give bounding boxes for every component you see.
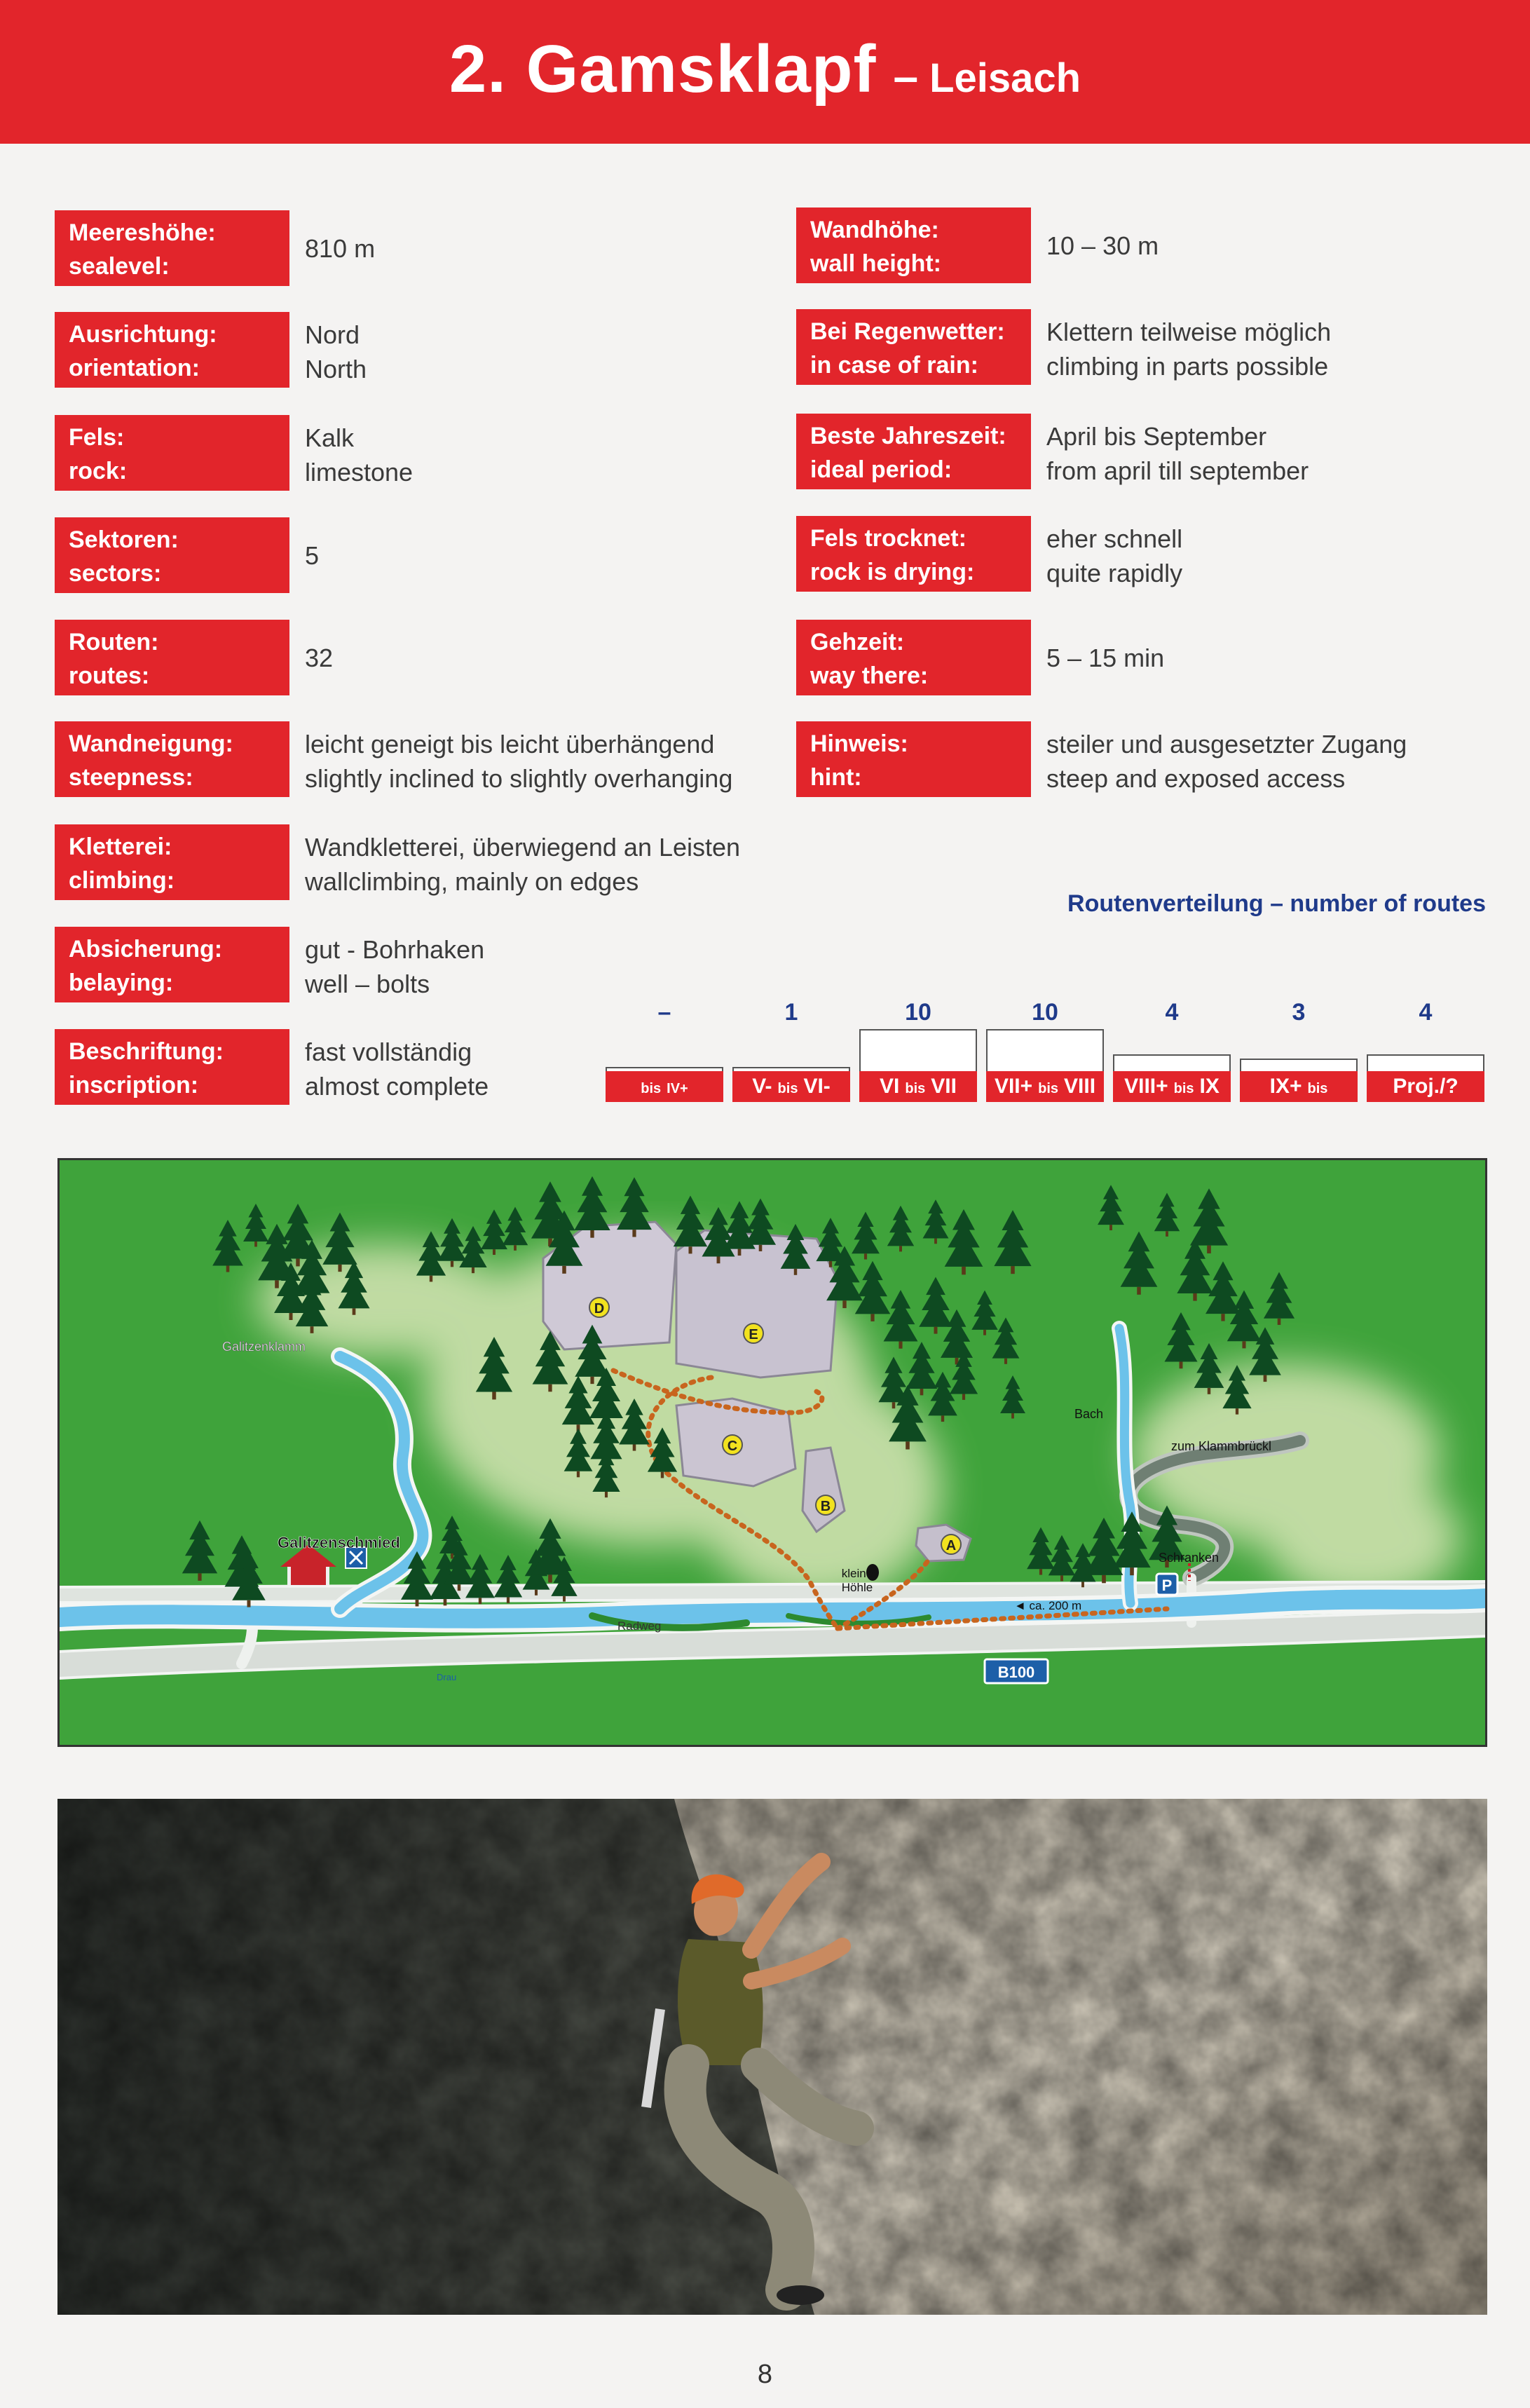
left-fact-value: [305, 830, 740, 899]
fact-label-german: Sektoren:: [69, 526, 179, 553]
fact-value-line: climbing in parts possible: [1046, 352, 1329, 381]
label-hoehle-2: Höhle: [841, 1581, 873, 1594]
grade-bar-fill: [1240, 1059, 1358, 1071]
fact-value-line: gut - Bohrhaken: [305, 935, 485, 964]
b100-badge: [985, 1659, 1048, 1683]
right-fact-value: [1046, 315, 1331, 383]
title-dash: –: [893, 51, 919, 102]
fact-label-english: belaying:: [69, 970, 174, 996]
approach-map: [57, 1158, 1487, 1747]
grade-label: [1240, 1071, 1358, 1102]
fact-label-german: Gehzeit:: [810, 629, 905, 655]
grade-bar-fill: [859, 1029, 977, 1071]
fact-value-line: April bis September: [1046, 422, 1267, 451]
fact-label-english: sealevel:: [69, 253, 170, 280]
grade-label: [606, 1071, 723, 1102]
right-fact-label: [796, 208, 1031, 283]
grade-label-part: bis: [641, 1081, 662, 1096]
page-number: 8: [757, 2360, 773, 2389]
left-fact-label: [55, 517, 289, 593]
grade-label: [859, 1071, 977, 1102]
left-fact-label: [55, 1029, 289, 1105]
label-drau: Drau: [437, 1672, 457, 1682]
sector-label-b: B: [820, 1499, 831, 1514]
fact-label-german: Hinweis:: [810, 730, 908, 757]
page-header: [0, 0, 1530, 144]
grade-label: [1367, 1071, 1484, 1102]
grade-label-part: V-: [752, 1075, 772, 1098]
grade-label-part: bis: [1307, 1081, 1328, 1096]
fact-label-english: orientation:: [69, 355, 200, 381]
label-klammbrueckl: zum Klammbrückl: [1171, 1439, 1272, 1453]
fact-label-english: way there:: [810, 662, 929, 689]
fact-value-line: North: [305, 355, 367, 383]
label-galitzenschmied: Galitzenschmied: [278, 1534, 400, 1551]
left-fact-label: [55, 312, 289, 388]
grade-label-part: bis: [905, 1081, 926, 1096]
crag-location: Leisach: [929, 55, 1081, 101]
grade-count: 10: [1032, 999, 1058, 1026]
fact-label-german: Routen:: [69, 629, 159, 655]
grade-label-part: bis: [777, 1081, 798, 1096]
route-distribution-title: Routenverteilung – number of routes: [1067, 890, 1486, 917]
b100-label: B100: [997, 1664, 1035, 1681]
grade-count: 4: [1419, 999, 1433, 1026]
grade-label-part: Proj./?: [1393, 1075, 1459, 1098]
left-fact-value: [305, 1035, 489, 1103]
fact-value-line: eher schnell: [1046, 524, 1183, 553]
fact-value-line: 10 – 30 m: [1046, 231, 1159, 260]
fact-label-english: inscription:: [69, 1072, 199, 1098]
grade-label-part: IX: [1199, 1075, 1220, 1098]
fact-label-english: rock is drying:: [810, 559, 975, 585]
fact-label-german: Meereshöhe:: [69, 219, 216, 246]
grade-label-part: VII+: [994, 1075, 1033, 1098]
fact-label-german: Kletterei:: [69, 834, 172, 860]
right-fact-label: [796, 309, 1031, 385]
parking-icon: [1156, 1574, 1177, 1595]
sector-label-a: A: [945, 1538, 957, 1553]
grade-label: [1113, 1071, 1231, 1102]
fact-value-line: Kalk: [305, 423, 355, 452]
left-fact-label: [55, 415, 289, 491]
left-fact-value: [305, 641, 333, 675]
right-fact-value: [1046, 641, 1164, 675]
label-bach: Bach: [1074, 1407, 1104, 1421]
page-title: [0, 31, 1530, 108]
left-fact-value: [305, 421, 413, 489]
grade-bar-fill: [1113, 1054, 1231, 1071]
fact-value-line: slightly inclined to slightly overhanging: [305, 764, 733, 793]
fact-label-english: hint:: [810, 764, 862, 791]
left-fact-label: [55, 721, 289, 797]
grade-count: –: [657, 999, 671, 1026]
fact-value-line: Klettern teilweise möglich: [1046, 318, 1332, 346]
grade-label-part: VII: [931, 1075, 957, 1098]
grade-count: 3: [1292, 999, 1306, 1026]
fact-value-line: 5: [305, 541, 320, 570]
fact-value-line: Wandkletterei, überwiegend an Leisten: [305, 833, 741, 862]
grade-label-part: VIII+: [1124, 1075, 1168, 1098]
label-schranken: Schranken: [1159, 1551, 1220, 1565]
fact-value-line: quite rapidly: [1046, 559, 1183, 587]
fact-label-german: Absicherung:: [69, 936, 223, 962]
right-fact-label: [796, 721, 1031, 797]
left-fact-value: [305, 231, 375, 266]
left-fact-label: [55, 210, 289, 286]
fact-value-line: Nord: [305, 320, 360, 349]
fact-label-german: Fels trocknet:: [810, 525, 967, 552]
left-fact-label: [55, 927, 289, 1002]
grade-count: 4: [1165, 999, 1179, 1026]
fact-label-german: Beschriftung:: [69, 1038, 224, 1065]
fact-label-german: Wandneigung:: [69, 730, 233, 757]
fact-label-english: wall height:: [810, 250, 941, 277]
left-fact-label: [55, 620, 289, 695]
right-fact-label: [796, 620, 1031, 695]
right-fact-value: [1046, 229, 1159, 263]
fact-value-line: steep and exposed access: [1046, 764, 1346, 793]
photo-drawing: [57, 1799, 1487, 2315]
right-fact-value: [1046, 419, 1309, 488]
fact-label-german: Fels:: [69, 424, 125, 451]
fact-value-line: 32: [305, 644, 334, 672]
fact-value-line: from april till september: [1046, 456, 1309, 485]
grade-bar-fill: [986, 1029, 1104, 1071]
climber-photo: [57, 1799, 1487, 2315]
right-fact-value: [1046, 522, 1182, 590]
left-fact-value: [305, 932, 484, 1001]
label-radweg: Radweg: [617, 1619, 662, 1633]
right-fact-value: [1046, 727, 1407, 796]
grade-label-part: VI-: [803, 1075, 831, 1098]
fact-label-german: Ausrichtung:: [69, 321, 217, 348]
grade-label-part: IV+: [667, 1081, 688, 1096]
fact-label-german: Bei Regenwetter:: [810, 318, 1005, 345]
fact-value-line: well – bolts: [305, 970, 430, 998]
fact-value-line: almost complete: [305, 1072, 489, 1101]
grade-label: [732, 1071, 850, 1102]
label-galitzenklamm: Galitzenklamm: [222, 1340, 306, 1354]
fact-label-english: routes:: [69, 662, 150, 689]
grade-label-part: IX+: [1269, 1075, 1302, 1098]
fact-value-line: 5 – 15 min: [1046, 644, 1165, 672]
fact-value-line: leicht geneigt bis leicht überhängend: [305, 730, 715, 759]
grade-label-part: bis: [1038, 1081, 1059, 1096]
grade-label-part: VIII: [1064, 1075, 1096, 1098]
grade-count: 1: [784, 999, 798, 1026]
fact-label-english: climbing:: [69, 867, 175, 894]
sector-label-d: D: [594, 1301, 605, 1317]
fact-value-line: fast vollständig: [305, 1038, 472, 1066]
label-distance: ◄ ca. 200 m: [1014, 1599, 1082, 1612]
right-fact-label: [796, 516, 1031, 592]
sector-label-e: E: [749, 1327, 758, 1342]
parking-label: P: [1161, 1577, 1173, 1594]
grade-label-part: VI: [880, 1075, 900, 1098]
label-hoehle-1: kleine: [841, 1567, 873, 1580]
fact-label-german: Wandhöhe:: [810, 217, 939, 243]
fact-value-line: steiler und ausgesetzter Zugang: [1046, 730, 1407, 759]
left-fact-value: [305, 727, 732, 796]
fact-value-line: 810 m: [305, 234, 376, 263]
fact-label-english: sectors:: [69, 560, 162, 587]
fact-label-english: steepness:: [69, 764, 193, 791]
crag-name: 2. Gamsklapf: [449, 32, 877, 107]
fact-label-german: Beste Jahreszeit:: [810, 423, 1006, 449]
map-drawing: [60, 1160, 1485, 1745]
fact-label-english: in case of rain:: [810, 352, 978, 379]
left-fact-label: [55, 824, 289, 900]
grade-count: 10: [905, 999, 931, 1026]
fact-value-line: limestone: [305, 458, 414, 487]
fact-value-line: wallclimbing, mainly on edges: [305, 867, 639, 896]
left-fact-value: [305, 318, 367, 386]
fact-label-english: rock:: [69, 458, 128, 484]
grade-label-part: bis: [1173, 1081, 1194, 1096]
fact-label-english: ideal period:: [810, 456, 952, 483]
grade-label: [986, 1071, 1104, 1102]
sector-label-c: C: [727, 1438, 738, 1454]
grade-bar-fill: [1367, 1054, 1484, 1071]
left-fact-value: [305, 538, 319, 573]
right-fact-label: [796, 414, 1031, 489]
